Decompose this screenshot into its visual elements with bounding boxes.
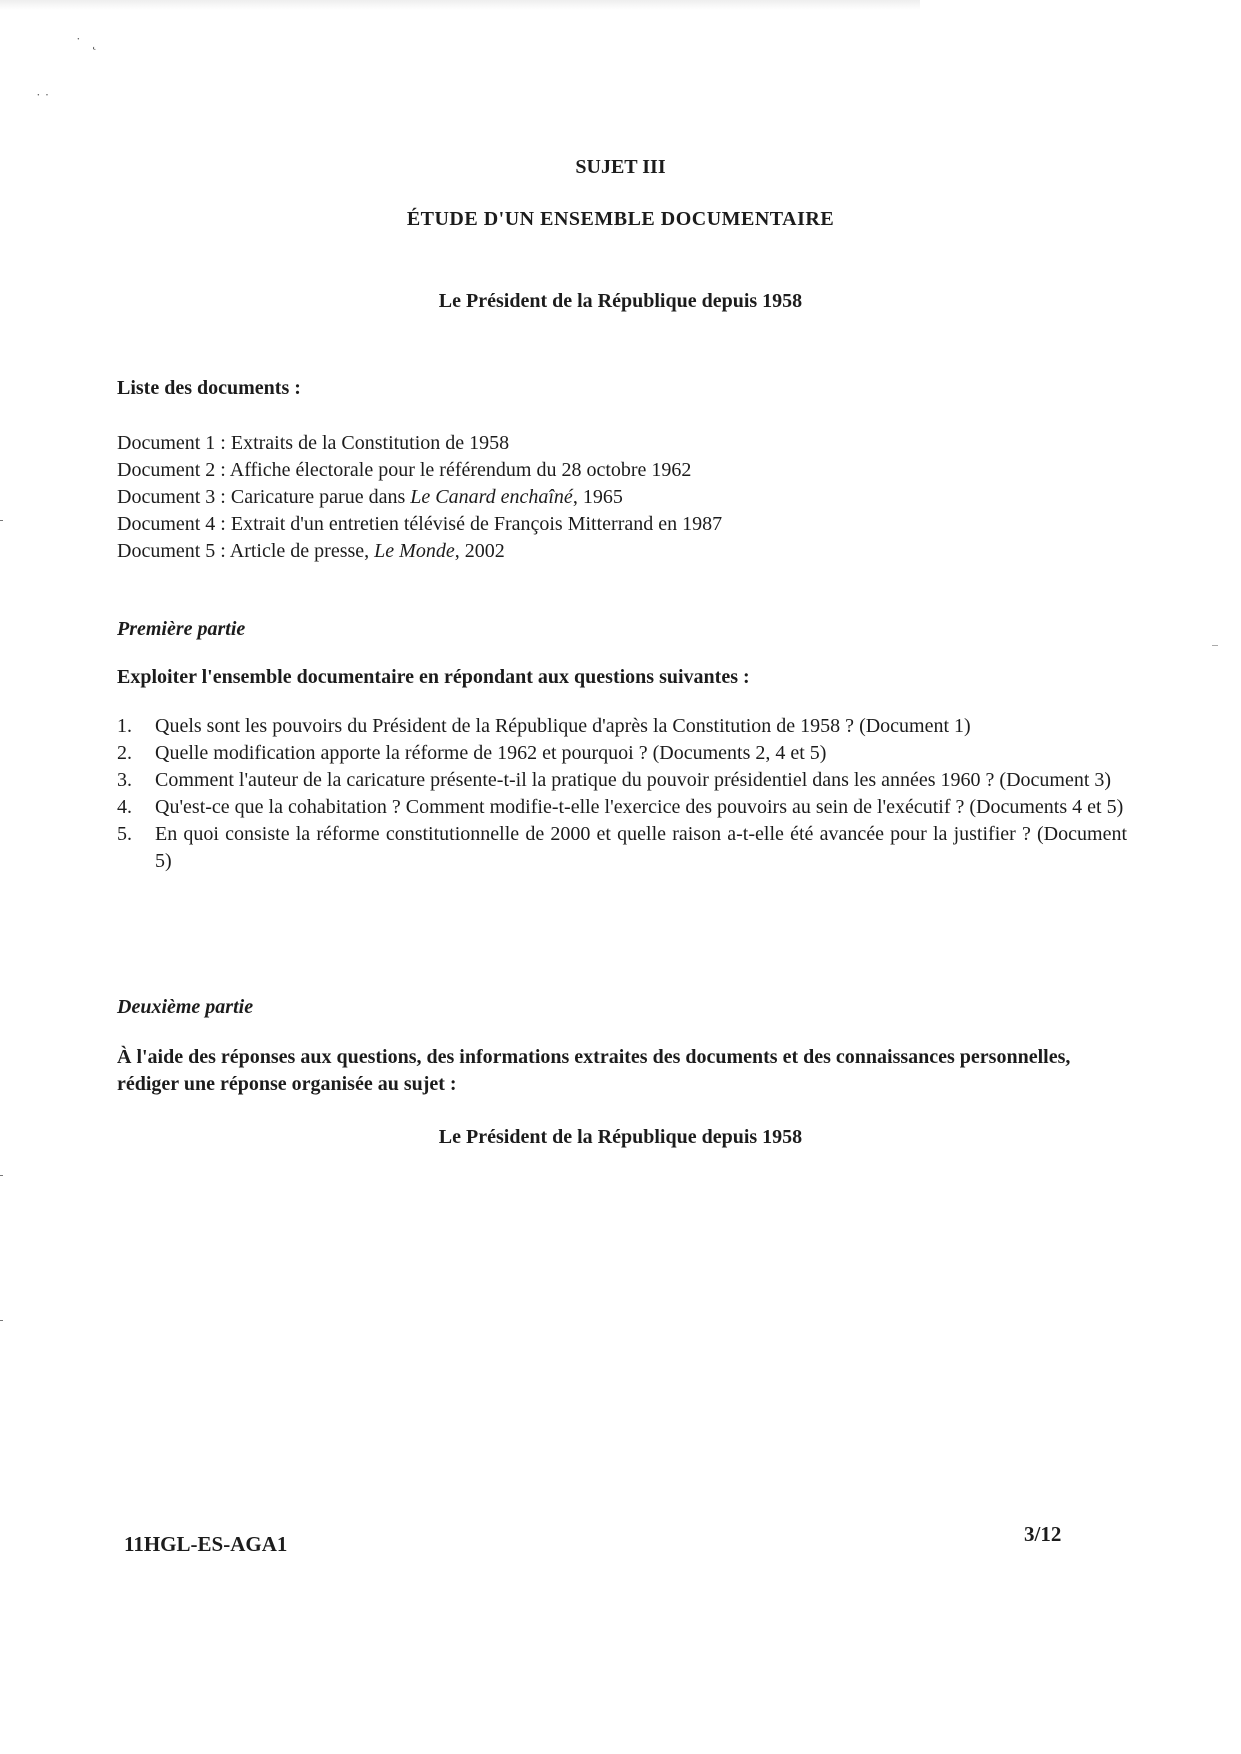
page-number: 3/12	[1024, 1522, 1062, 1546]
question-item	[117, 794, 1127, 821]
scan-edge-mark	[0, 1175, 3, 1176]
document-list-item	[117, 430, 722, 457]
question-text: En quoi consiste la réforme constitutionnelle de 2000 et quelle raison a-t-elle été avancée pour la justifier ? (Document 5)	[155, 823, 1127, 872]
question-number: 4.	[117, 796, 132, 818]
question-number: 3.	[117, 769, 132, 791]
document-list	[117, 430, 722, 565]
scan-speck: ˙˙	[36, 92, 54, 107]
document-description: Extraits de la Constitution de 1958	[230, 432, 510, 454]
document-ref: Document 3 :	[117, 486, 231, 508]
scan-speck: ˙ ˛	[76, 36, 101, 51]
scan-edge-mark	[1212, 645, 1218, 646]
document-list-item	[117, 511, 722, 538]
question-item	[117, 821, 1127, 875]
document-list-item	[117, 457, 722, 484]
question-number: 1.	[117, 715, 132, 737]
essay-topic: Le Président de la République depuis 1958	[438, 1126, 803, 1148]
document-source-title: Le Canard enchaîné	[410, 486, 573, 508]
document-description: Extrait d'un entretien télévisé de François Mitterrand en 1987	[230, 513, 723, 535]
scan-edge-mark	[0, 520, 3, 521]
exam-code: 11HGL-ES-AGA1	[124, 1532, 288, 1556]
document-ref: Document 5 :	[117, 540, 230, 562]
scan-edge	[0, 0, 920, 10]
part1-label: Première partie	[117, 618, 246, 640]
subject-label: SUJET III	[575, 156, 666, 178]
question-number: 5.	[117, 823, 132, 845]
topic-title: Le Président de la République depuis 1958	[438, 290, 803, 312]
document-list-item	[117, 484, 722, 511]
question-text: Quelle modification apporte la réforme de 1962 et pourquoi ? (Documents 2, 4 et 5)	[155, 742, 827, 764]
question-list	[117, 713, 1127, 875]
part2-instruction: À l'aide des réponses aux questions, des informations extraites des documents et des connaissances personnelles, rédiger une réponse organisée au sujet :	[117, 1046, 1071, 1095]
document-list-item	[117, 538, 722, 565]
document-date: , 1965	[572, 486, 623, 508]
document-date: , 2002	[454, 540, 505, 562]
document-list-label: Liste des documents :	[117, 377, 301, 399]
document-ref: Document 1 :	[117, 432, 231, 454]
question-text: Qu'est-ce que la cohabitation ? Comment modifie-t-elle l'exercice des pouvoirs au sein de l'exécutif ? (Documents 4 et 5)	[155, 796, 1124, 818]
question-item	[117, 740, 1127, 767]
document-description: Article de presse,	[229, 540, 375, 562]
exercise-type-heading: ÉTUDE D'UN ENSEMBLE DOCUMENTAIRE	[406, 208, 835, 230]
document-ref: Document 2 :	[117, 459, 230, 481]
question-text: Comment l'auteur de la caricature présente-t-il la pratique du pouvoir présidentiel dans les années 1960 ? (Document 3)	[155, 769, 1112, 791]
question-number: 2.	[117, 742, 132, 764]
question-text: Quels sont les pouvoirs du Président de la République d'après la Constitution de 1958 ? (Document 1)	[155, 715, 971, 737]
document-source-title: Le Monde	[374, 540, 455, 562]
part2-label: Deuxième partie	[117, 996, 254, 1018]
part1-instruction: Exploiter l'ensemble documentaire en répondant aux questions suivantes :	[117, 666, 750, 688]
scan-edge-mark	[0, 1320, 3, 1321]
document-ref: Document 4 :	[117, 513, 231, 535]
document-description: Caricature parue dans	[230, 486, 411, 508]
question-item	[117, 713, 1127, 740]
document-description: Affiche électorale pour le référendum du 28 octobre 1962	[229, 459, 692, 481]
question-item	[117, 767, 1127, 794]
